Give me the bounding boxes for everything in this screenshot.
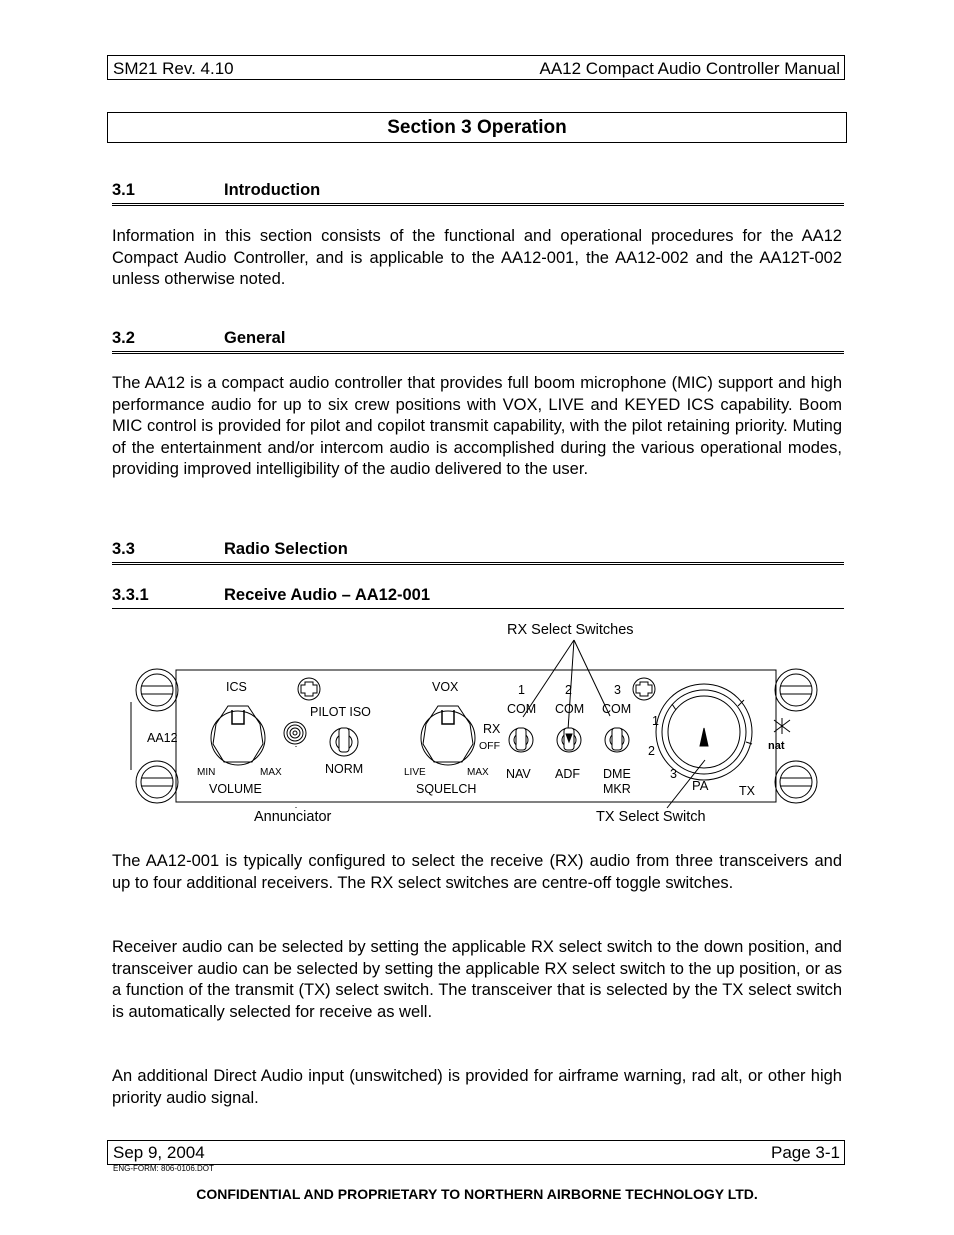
callout-tx-select: TX Select Switch xyxy=(596,809,706,825)
panel-figure xyxy=(120,636,820,812)
rx-toggle-1 xyxy=(509,728,533,752)
screw-icon xyxy=(775,669,817,711)
section-title: Section 3 Operation xyxy=(107,112,847,143)
panel-off: OFF xyxy=(479,740,500,752)
tx-select-knob xyxy=(656,684,752,780)
panel-ics: ICS xyxy=(226,680,247,694)
header-doc-title: AA12 Compact Audio Controller Manual xyxy=(539,59,840,78)
phillips-screw-icon xyxy=(298,678,320,700)
panel-vol-min: MIN xyxy=(197,767,216,778)
heading-number: 3.2 xyxy=(112,329,135,347)
footer-date: Sep 9, 2004 xyxy=(113,1143,205,1162)
screw-icon xyxy=(775,761,817,803)
panel-norm: NORM xyxy=(325,762,364,776)
rx-toggle-3 xyxy=(605,728,629,752)
panel-com-2: COM xyxy=(555,702,585,716)
heading-title: Radio Selection xyxy=(224,540,348,558)
rx-paragraph-2: Receiver audio can be selected by setting the applicable RX select switch to the down position, and transceiver audio can be selected by setting the applicable RX select switch to the up position, or as a function of the transmit (TX) select switch. The transceiver that is selected by the TX select switch is automatically selected for receive as well. xyxy=(112,938,842,1021)
callout-annunciator: Annunciator xyxy=(254,809,332,825)
rx-toggle-2 xyxy=(557,728,581,752)
page-footer xyxy=(107,1140,845,1165)
panel-tx-3: 3 xyxy=(670,767,677,781)
screw-icon xyxy=(136,761,178,803)
panel-num-1: 1 xyxy=(518,683,525,697)
panel-squelch: SQUELCH xyxy=(416,782,477,796)
callout-rx-select: RX Select Switches xyxy=(507,622,634,638)
heading-rule xyxy=(112,608,844,609)
panel-model: AA12 xyxy=(147,731,178,745)
general-paragraph: The AA12 is a compact audio controller that provides full boom microphone (MIC) support and high performance audio for up to six crew positions with VOX, LIVE and KEYED ICS capability. Boom MIC control is provided for pilot and copilot transmit capability, with the pilot retaining priority. Muting of the entertainment and/or intercom audio is accomplished during the various operational modes, providing improved intelligibility of the audio delivered to the user. xyxy=(112,374,842,479)
panel-sq-live: LIVE xyxy=(404,767,426,778)
heading-rule xyxy=(112,351,844,354)
heading-title: Receive Audio – AA12-001 xyxy=(224,586,431,604)
panel-rx: RX xyxy=(483,722,501,736)
intro-paragraph: Information in this section consists of the functional and operational procedures for the AA12 Compact Audio Controller, and is applicable to the AA12-001, the AA12-002 and the AA12T-002 unless otherwise noted. xyxy=(112,227,842,289)
panel-nav: NAV xyxy=(506,767,531,781)
heading-number: 3.3.1 xyxy=(112,586,149,604)
heading-title: General xyxy=(224,329,286,347)
panel-mkr: MKR xyxy=(603,782,631,796)
annunciator-icon xyxy=(284,722,306,744)
panel-brand: nat xyxy=(768,740,785,752)
panel-num-2: 2 xyxy=(565,683,572,697)
phillips-screw-icon xyxy=(633,678,655,700)
panel-vol-max: MAX xyxy=(260,767,282,778)
heading-number: 3.3 xyxy=(112,540,135,558)
panel-vox: VOX xyxy=(432,680,459,694)
confidential-notice: CONFIDENTIAL AND PROPRIETARY TO NORTHERN AIRBORNE TECHNOLOGY LTD. xyxy=(196,1186,758,1202)
rx-paragraph-3: An additional Direct Audio input (unswitched) is provided for airframe warning, rad alt, or other high priority audio signal. xyxy=(112,1067,842,1107)
header-doc-id: SM21 Rev. 4.10 xyxy=(113,59,234,78)
panel-com-1: COM xyxy=(507,702,537,716)
footer-page: Page 3-1 xyxy=(771,1143,840,1162)
panel-adf: ADF xyxy=(555,767,580,781)
panel-num-3: 3 xyxy=(614,683,621,697)
form-id: ENG-FORM: 806-0106.DOT xyxy=(113,1164,214,1173)
panel-com-3: COM xyxy=(602,702,632,716)
panel-tx: TX xyxy=(739,784,755,798)
panel-dme: DME xyxy=(603,767,631,781)
panel-tx-1: 1 xyxy=(652,714,659,728)
pilot-iso-toggle xyxy=(330,728,358,756)
screw-icon xyxy=(136,669,178,711)
page-header xyxy=(107,55,845,80)
heading-number: 3.1 xyxy=(112,181,135,199)
heading-rule xyxy=(112,203,844,206)
volume-knob xyxy=(211,706,265,765)
panel-sq-max: MAX xyxy=(467,767,489,778)
panel-pilot-iso: PILOT ISO xyxy=(310,705,371,719)
squelch-knob xyxy=(421,706,475,765)
heading-rule xyxy=(112,562,844,565)
panel-pa: PA xyxy=(692,778,709,793)
panel-volume: VOLUME xyxy=(209,782,262,796)
rx-paragraph-1: The AA12-001 is typically configured to select the receive (RX) audio from three transceivers and up to four additional receivers. The RX select switches are centre-off toggle switches. xyxy=(112,852,842,892)
panel-tx-2: 2 xyxy=(648,744,655,758)
heading-title: Introduction xyxy=(224,181,321,199)
